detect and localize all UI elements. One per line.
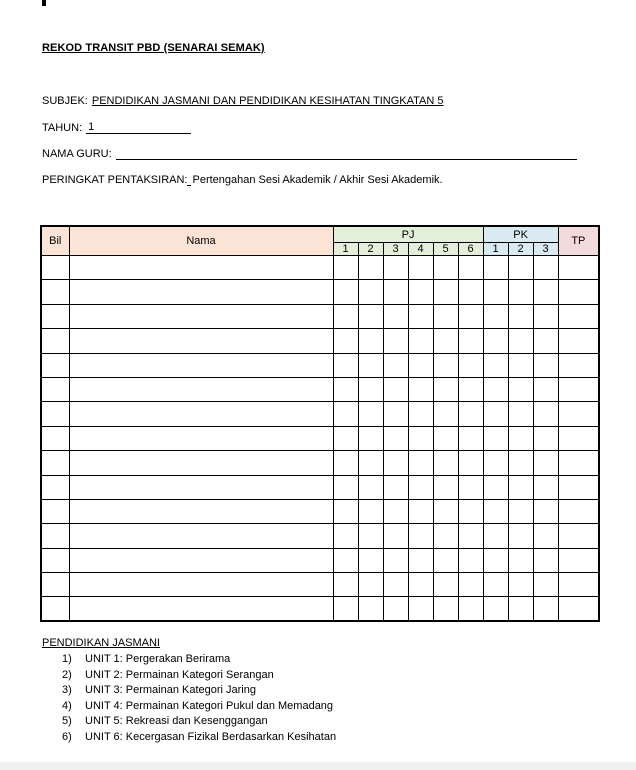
table-row <box>41 280 599 304</box>
table-cell[interactable] <box>558 377 599 401</box>
transit-record-table <box>40 225 600 622</box>
table-cell[interactable] <box>408 329 433 353</box>
table-cell[interactable] <box>333 402 358 426</box>
table-cell[interactable] <box>508 280 533 304</box>
table-cell[interactable] <box>358 353 383 377</box>
table-cell[interactable] <box>408 304 433 328</box>
table-cell[interactable] <box>408 280 433 304</box>
table-cell[interactable] <box>458 573 483 597</box>
table-cell[interactable] <box>69 304 333 328</box>
table-cell[interactable] <box>508 548 533 572</box>
unit-list-text: UNIT 5: Rekreasi dan Kesenggangan <box>85 715 268 728</box>
table-cell[interactable] <box>558 256 599 280</box>
table-cell[interactable] <box>458 280 483 304</box>
tahun-field[interactable] <box>86 121 191 134</box>
table-cell[interactable] <box>533 377 558 401</box>
table-cell[interactable] <box>69 451 333 475</box>
table-cell[interactable] <box>508 597 533 621</box>
table-cell[interactable] <box>458 256 483 280</box>
table-cell[interactable] <box>69 573 333 597</box>
subjek-line <box>42 95 444 107</box>
table-cell[interactable] <box>333 475 358 499</box>
subjek-value: PENDIDIKAN JASMANI DAN PENDIDIKAN KESIHATAN TINGKATAN 5 <box>91 95 444 107</box>
table-cell[interactable] <box>41 475 69 499</box>
table-cell[interactable] <box>408 402 433 426</box>
table-cell[interactable] <box>69 548 333 572</box>
table-cell[interactable] <box>533 304 558 328</box>
table-cell[interactable] <box>483 377 508 401</box>
table-cell[interactable] <box>383 475 408 499</box>
table-cell[interactable] <box>41 280 69 304</box>
table-cell[interactable] <box>458 524 483 548</box>
table-cell[interactable] <box>41 573 69 597</box>
col-group-pj: PJ <box>333 226 483 243</box>
table-cell[interactable] <box>558 499 599 523</box>
table-cell[interactable] <box>508 451 533 475</box>
unit-list-text: UNIT 4: Permainan Kategori Pukul dan Memadang <box>85 699 334 712</box>
table-cell[interactable] <box>69 402 333 426</box>
table-cell[interactable] <box>483 499 508 523</box>
table-cell[interactable] <box>41 597 69 621</box>
table-cell[interactable] <box>458 451 483 475</box>
table-cell[interactable] <box>433 573 458 597</box>
table-cell[interactable] <box>408 353 433 377</box>
table-cell[interactable] <box>41 524 69 548</box>
nama-guru-label: NAMA GURU: <box>42 148 112 160</box>
table-cell[interactable] <box>558 402 599 426</box>
unit-list-number: 2) <box>62 668 72 681</box>
table-cell[interactable] <box>483 475 508 499</box>
table-cell[interactable] <box>433 499 458 523</box>
table-cell[interactable] <box>458 475 483 499</box>
table-cell[interactable] <box>408 499 433 523</box>
table-cell[interactable] <box>433 451 458 475</box>
table-cell[interactable] <box>69 426 333 450</box>
table-cell[interactable] <box>41 426 69 450</box>
pk-subcol-3: 3 <box>533 243 558 256</box>
table-cell[interactable] <box>408 475 433 499</box>
table-cell[interactable] <box>69 280 333 304</box>
table-row <box>41 353 599 377</box>
table-cell[interactable] <box>433 353 458 377</box>
unit-list-number: 6) <box>62 730 72 743</box>
table-cell[interactable] <box>358 329 383 353</box>
table-cell[interactable] <box>333 451 358 475</box>
table-cell[interactable] <box>358 402 383 426</box>
tahun-value: 1 <box>88 121 95 133</box>
pj-subcol-3: 3 <box>383 243 408 256</box>
table-row <box>41 597 599 621</box>
table-cell[interactable] <box>558 280 599 304</box>
table-cell[interactable] <box>533 353 558 377</box>
table-cell[interactable] <box>41 377 69 401</box>
table-cell[interactable] <box>483 451 508 475</box>
table-row <box>41 475 599 499</box>
table-cell[interactable] <box>558 426 599 450</box>
table-cell[interactable] <box>558 353 599 377</box>
table-cell[interactable] <box>358 280 383 304</box>
table-cell[interactable] <box>458 597 483 621</box>
table-cell[interactable] <box>383 426 408 450</box>
table-cell[interactable] <box>358 256 383 280</box>
table-cell[interactable] <box>508 353 533 377</box>
table-cell[interactable] <box>433 524 458 548</box>
pj-subcol-5: 5 <box>433 243 458 256</box>
table-cell[interactable] <box>458 402 483 426</box>
table-cell[interactable] <box>433 548 458 572</box>
nama-guru-line <box>42 147 577 160</box>
table-cell[interactable] <box>483 426 508 450</box>
table-cell[interactable] <box>383 597 408 621</box>
table-cell[interactable] <box>358 451 383 475</box>
unit-list-text: UNIT 3: Permainan Kategori Jaring <box>85 684 256 697</box>
table-cell[interactable] <box>508 475 533 499</box>
table-row <box>41 256 599 280</box>
table-cell[interactable] <box>383 256 408 280</box>
table-cell[interactable] <box>333 597 358 621</box>
table-cell[interactable] <box>333 329 358 353</box>
table-cell[interactable] <box>458 329 483 353</box>
table-cell[interactable] <box>433 475 458 499</box>
table-cell[interactable] <box>483 329 508 353</box>
page-title: REKOD TRANSIT PBD (SENARAI SEMAK) <box>42 42 265 54</box>
table-row <box>41 499 599 523</box>
table-cell[interactable] <box>508 426 533 450</box>
table-cell[interactable] <box>508 499 533 523</box>
table-cell[interactable] <box>358 377 383 401</box>
unit-list-number: 5) <box>62 715 72 728</box>
table-cell[interactable] <box>433 426 458 450</box>
table-cell[interactable] <box>408 451 433 475</box>
table-cell[interactable] <box>69 499 333 523</box>
table-row <box>41 329 599 353</box>
peringkat-label: PERINGKAT PENTAKSIRAN: <box>42 174 188 186</box>
table-cell[interactable] <box>358 304 383 328</box>
table-cell[interactable] <box>533 499 558 523</box>
table-row <box>41 451 599 475</box>
table-cell[interactable] <box>333 280 358 304</box>
cursor-mark <box>42 0 46 6</box>
table-cell[interactable] <box>333 377 358 401</box>
nama-guru-field[interactable] <box>116 147 577 160</box>
table-cell[interactable] <box>41 402 69 426</box>
table-cell[interactable] <box>333 573 358 597</box>
table-cell[interactable] <box>558 329 599 353</box>
unit-list-text: UNIT 2: Permainan Kategori Serangan <box>85 668 274 681</box>
table-cell[interactable] <box>383 548 408 572</box>
pk-subcol-2: 2 <box>508 243 533 256</box>
table-row <box>41 548 599 572</box>
table-cell[interactable] <box>433 377 458 401</box>
table-cell[interactable] <box>408 597 433 621</box>
table-cell[interactable] <box>533 402 558 426</box>
table-cell[interactable] <box>433 280 458 304</box>
table-cell[interactable] <box>558 524 599 548</box>
table-cell[interactable] <box>69 256 333 280</box>
table-cell[interactable] <box>533 475 558 499</box>
table-row <box>41 573 599 597</box>
footer-heading: PENDIDIKAN JASMANI <box>42 637 160 649</box>
table-cell[interactable] <box>41 499 69 523</box>
col-group-pk: PK <box>483 226 558 243</box>
pj-subcol-6: 6 <box>458 243 483 256</box>
table-cell[interactable] <box>383 573 408 597</box>
pk-subcol-1: 1 <box>483 243 508 256</box>
table-cell[interactable] <box>41 329 69 353</box>
table-cell[interactable] <box>533 426 558 450</box>
unit-list-number: 3) <box>62 684 72 697</box>
table-cell[interactable] <box>533 280 558 304</box>
unit-list-text: UNIT 6: Kecergasan Fizikal Berdasarkan Kesihatan <box>85 730 337 743</box>
unit-list-item <box>62 669 336 685</box>
table-cell[interactable] <box>383 524 408 548</box>
table-cell[interactable] <box>333 524 358 548</box>
table-cell[interactable] <box>508 304 533 328</box>
table-cell[interactable] <box>533 256 558 280</box>
table-cell[interactable] <box>333 548 358 572</box>
table-cell[interactable] <box>483 402 508 426</box>
table-cell[interactable] <box>483 597 508 621</box>
table-cell[interactable] <box>458 353 483 377</box>
table-cell[interactable] <box>358 573 383 597</box>
pj-subcol-4: 4 <box>408 243 433 256</box>
table-row <box>41 426 599 450</box>
table-row <box>41 377 599 401</box>
table-cell[interactable] <box>508 573 533 597</box>
table-cell[interactable] <box>383 402 408 426</box>
table-cell[interactable] <box>433 597 458 621</box>
table-cell[interactable] <box>41 451 69 475</box>
table-cell[interactable] <box>483 256 508 280</box>
table-cell[interactable] <box>408 426 433 450</box>
table-cell[interactable] <box>333 256 358 280</box>
table-cell[interactable] <box>508 524 533 548</box>
unit-list-item <box>62 731 336 747</box>
table-row <box>41 524 599 548</box>
table-cell[interactable] <box>508 329 533 353</box>
table-cell[interactable] <box>358 426 383 450</box>
table-cell[interactable] <box>533 451 558 475</box>
table-cell[interactable] <box>433 304 458 328</box>
unit-list-item <box>62 715 336 731</box>
table-row <box>41 304 599 328</box>
table-cell[interactable] <box>69 353 333 377</box>
table-cell[interactable] <box>358 597 383 621</box>
table-cell[interactable] <box>483 524 508 548</box>
table-cell[interactable] <box>533 329 558 353</box>
unit-list-item <box>62 653 336 669</box>
table-cell[interactable] <box>358 548 383 572</box>
table-cell[interactable] <box>358 475 383 499</box>
table-cell[interactable] <box>558 475 599 499</box>
col-header-tp: TP <box>558 226 599 256</box>
table-cell[interactable] <box>483 353 508 377</box>
table-cell[interactable] <box>458 377 483 401</box>
table-cell[interactable] <box>69 329 333 353</box>
table-cell[interactable] <box>383 377 408 401</box>
table-cell[interactable] <box>433 329 458 353</box>
table-cell[interactable] <box>41 353 69 377</box>
table-cell[interactable] <box>69 597 333 621</box>
table-cell[interactable] <box>333 304 358 328</box>
table-cell[interactable] <box>533 548 558 572</box>
unit-list-item <box>62 700 336 716</box>
table-cell[interactable] <box>383 329 408 353</box>
unit-list-text: UNIT 1: Pergerakan Berirama <box>85 653 231 665</box>
table-cell[interactable] <box>533 597 558 621</box>
table-cell[interactable] <box>558 451 599 475</box>
table-cell[interactable] <box>383 451 408 475</box>
table-cell[interactable] <box>533 524 558 548</box>
table-cell[interactable] <box>383 304 408 328</box>
col-header-bil: Bil <box>41 226 69 256</box>
table-cell[interactable] <box>558 548 599 572</box>
subjek-label: SUBJEK: <box>42 95 88 107</box>
table-cell[interactable] <box>433 256 458 280</box>
unit-list-item <box>62 684 336 700</box>
table-cell[interactable] <box>508 377 533 401</box>
table-cell[interactable] <box>558 573 599 597</box>
table-cell[interactable] <box>333 426 358 450</box>
table-cell[interactable] <box>458 426 483 450</box>
table-cell[interactable] <box>483 304 508 328</box>
table-cell[interactable] <box>458 304 483 328</box>
table-cell[interactable] <box>508 402 533 426</box>
table-cell[interactable] <box>383 499 408 523</box>
table-cell[interactable] <box>69 475 333 499</box>
table-cell[interactable] <box>483 280 508 304</box>
table-cell[interactable] <box>383 353 408 377</box>
table-row <box>41 402 599 426</box>
pj-subcol-1: 1 <box>333 243 358 256</box>
table-cell[interactable] <box>558 304 599 328</box>
unit-list-number: 4) <box>62 699 72 712</box>
table-cell[interactable] <box>333 353 358 377</box>
table-cell[interactable] <box>358 499 383 523</box>
table-cell[interactable] <box>69 524 333 548</box>
table-cell[interactable] <box>408 573 433 597</box>
peringkat-value: Pertengahan Sesi Akademik / Akhir Sesi Akademik. <box>192 174 443 186</box>
table-cell[interactable] <box>383 280 408 304</box>
pj-subcol-2: 2 <box>358 243 383 256</box>
table-cell[interactable] <box>458 548 483 572</box>
table-cell[interactable] <box>41 548 69 572</box>
table-cell[interactable] <box>41 256 69 280</box>
table-cell[interactable] <box>508 256 533 280</box>
table-cell[interactable] <box>408 548 433 572</box>
table-cell[interactable] <box>358 524 383 548</box>
tahun-line <box>42 121 191 134</box>
table-cell[interactable] <box>408 524 433 548</box>
table-cell[interactable] <box>408 377 433 401</box>
table-cell[interactable] <box>41 304 69 328</box>
table-cell[interactable] <box>408 256 433 280</box>
table-cell[interactable] <box>69 377 333 401</box>
unit-list <box>62 653 336 747</box>
table-cell[interactable] <box>533 573 558 597</box>
page-bottom-edge <box>0 762 636 770</box>
table-cell[interactable] <box>483 573 508 597</box>
peringkat-line <box>42 173 443 186</box>
unit-list-number: 1) <box>62 653 72 665</box>
table-cell[interactable] <box>483 548 508 572</box>
table-cell[interactable] <box>433 402 458 426</box>
table-cell[interactable] <box>558 597 599 621</box>
col-header-nama: Nama <box>69 226 333 256</box>
table-cell[interactable] <box>458 499 483 523</box>
table-cell[interactable] <box>333 499 358 523</box>
peringkat-underscore <box>187 173 191 186</box>
tahun-label: TAHUN: <box>42 122 83 134</box>
